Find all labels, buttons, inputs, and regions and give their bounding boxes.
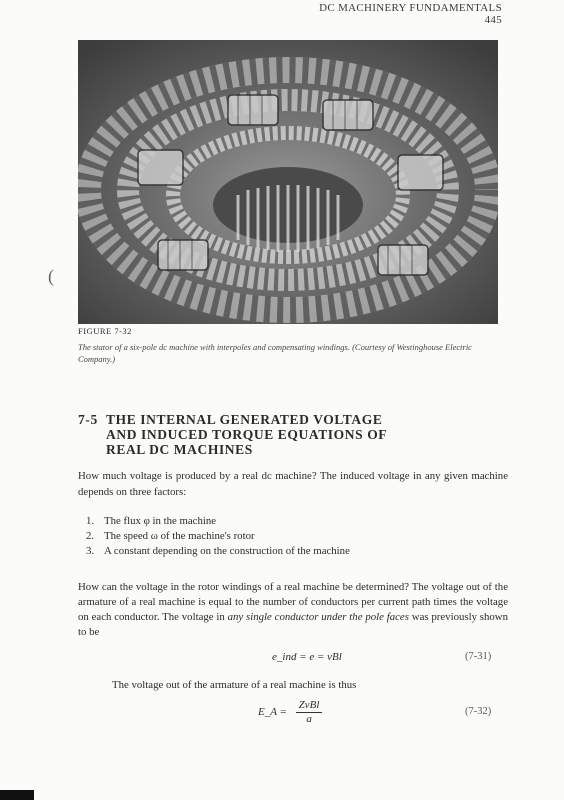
equation-number-7-32: (7-32) (465, 706, 492, 717)
stator-image (78, 40, 498, 324)
running-header (300, 2, 502, 26)
list-item: 2. The speed ω of the machine's rotor (86, 530, 255, 542)
voltage-paragraph: How can the voltage in the rotor windings of a real machine be determined? The voltage out of the armature of a real machine is equal to the number of conductors per current path times the voltage on each conductor. The voltage in any single conductor under the pole faces was previously shown to be (78, 581, 509, 638)
section-title-line-2: AND INDUCED TORQUE EQUATIONS OF (106, 427, 388, 442)
scan-edge-bar (0, 790, 34, 800)
factor-list (86, 515, 506, 560)
section-number: 7-5 (78, 412, 98, 427)
figure-caption: The stator of a six-pole dc machine with interpoles and compensating windings. (Courtesy of Westinghouse Electric Company.) (78, 342, 472, 364)
stator-photograph (78, 40, 498, 324)
page-number: 445 (484, 14, 502, 26)
equation-7-31: e_ind = e = vBl (272, 651, 342, 663)
armature-paragraph: The voltage out of the armature of a real machine is thus (112, 679, 357, 691)
intro-paragraph: How much voltage is produced by a real dc machine? The induced voltage in any given machine depends on three factors: (78, 470, 508, 498)
equation-number-7-31: (7-31) (465, 651, 492, 662)
section-heading (78, 412, 518, 457)
figure-label: FIGURE 7-32 (78, 326, 132, 336)
list-item: 3. A constant depending on the construction of the machine (86, 545, 350, 557)
section-title-line-3: REAL DC MACHINES (106, 442, 253, 457)
margin-mark: ( (48, 266, 54, 286)
equation-7-32: E_A = $\frac{\text{ZvBl}}{a}$ (258, 699, 322, 726)
list-item: 1. The flux φ in the machine (86, 515, 217, 527)
section-title-line-1: THE INTERNAL GENERATED VOLTAGE (106, 412, 383, 427)
running-title: DC MACHINERY FUNDAMENTALS (319, 2, 502, 14)
